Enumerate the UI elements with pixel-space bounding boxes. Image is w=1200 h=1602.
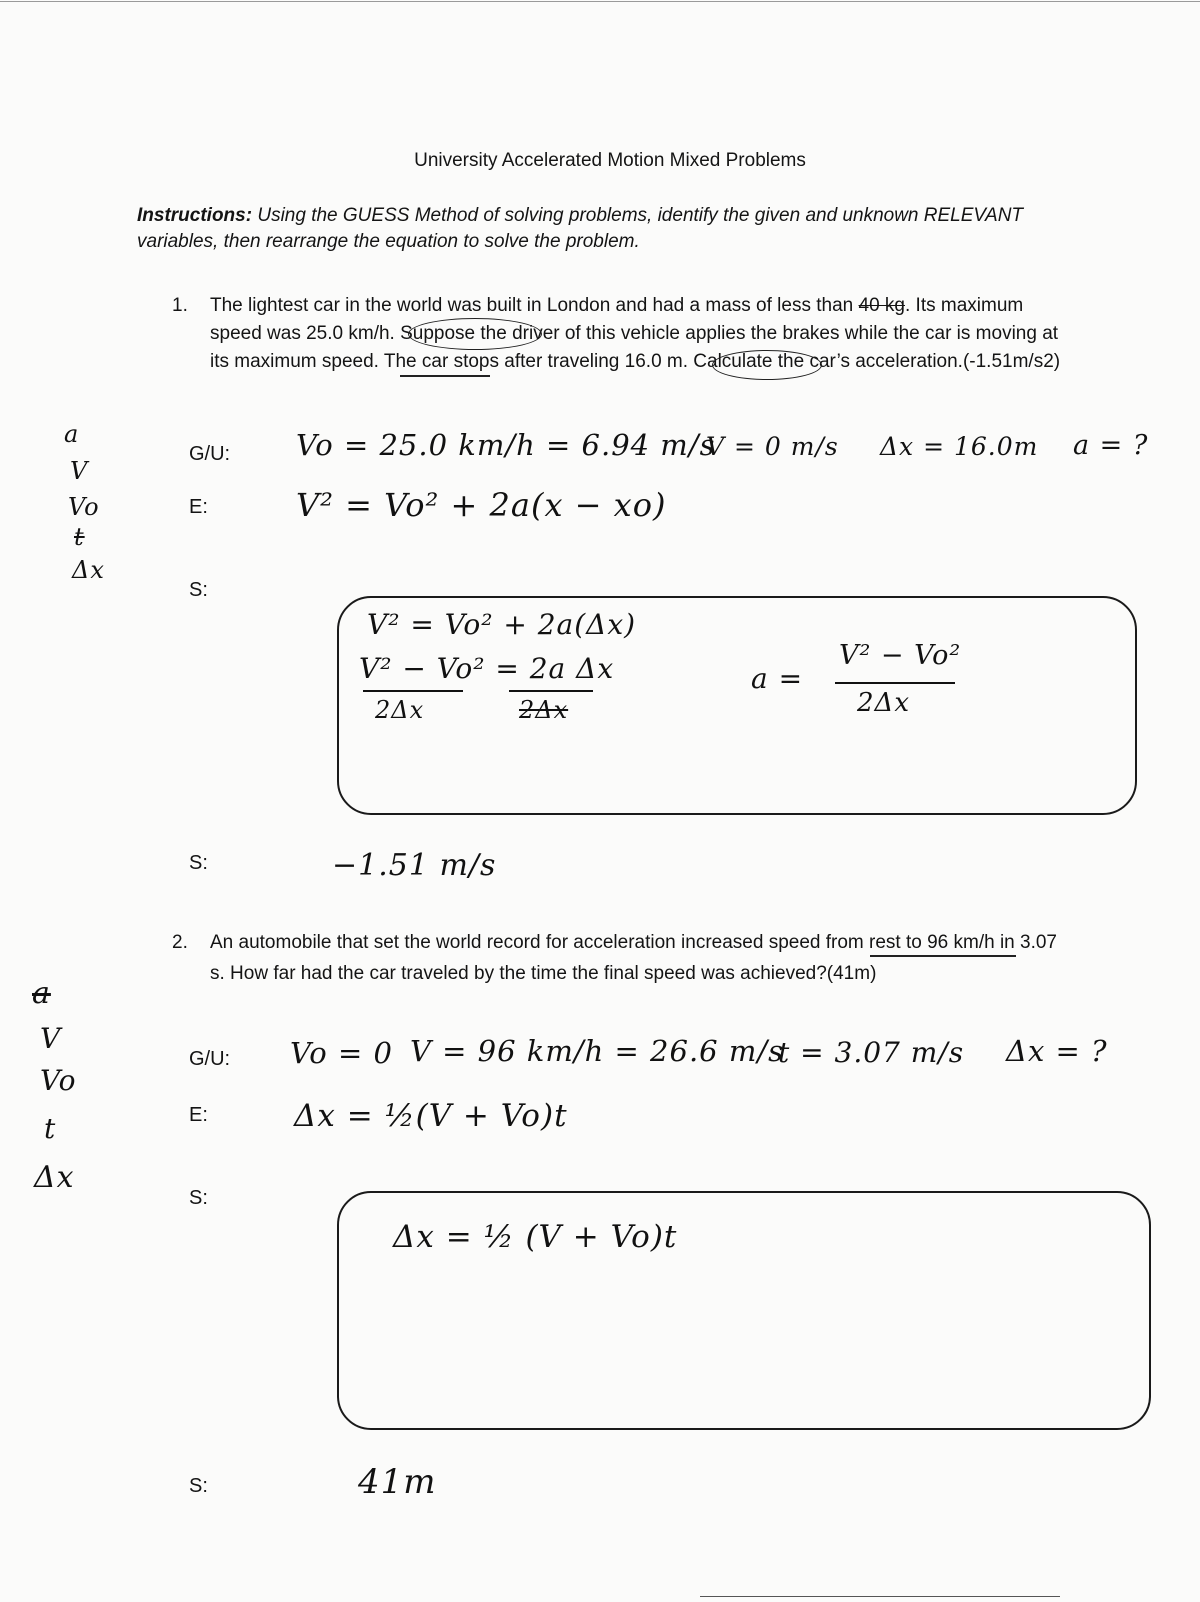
underline-annotation-1 xyxy=(400,375,490,377)
p1-solved-fraction-bar xyxy=(835,682,955,684)
p2-margin-var-dx: Δx xyxy=(34,1160,75,1195)
problem-2 xyxy=(172,927,1072,989)
p1-work-box xyxy=(337,596,1137,815)
p2-s-answer-label: S: xyxy=(189,1475,208,1497)
p1-given-vo: Vo = 25.0 km/h = 6.94 m/s xyxy=(296,428,716,462)
problem-2-text: An automobile that set the world record for acceleration increased speed from rest to 96 km/h in 3.07 s. How far had the car traveled by the time the final speed was achieved?(41m) xyxy=(210,932,1058,984)
circle-annotation-speed xyxy=(408,318,542,350)
p1-solved-numerator: V² − Vo² xyxy=(839,640,962,671)
problem-1-text xyxy=(210,292,1072,376)
p1-work-den-1: 2Δx xyxy=(375,696,425,724)
p1-work-line-1: V² = Vo² + 2a(Δx) xyxy=(367,608,637,641)
instructions-text: Using the GUESS Method of solving problems, identify the given and unknown RELEVANT variables, then rearrange the equation to solve the problem. xyxy=(137,205,1024,252)
problem-1-text-a: The lightest car in the world was built in London and had a mass of less than xyxy=(210,295,859,316)
p2-given-v: V = 96 km/h = 26.6 m/s xyxy=(410,1034,784,1068)
instructions-lead: Instructions: xyxy=(137,205,253,226)
problem-1-struck-value: 40 kg xyxy=(858,295,905,316)
p2-answer: 41m xyxy=(358,1462,437,1502)
p2-equation: Δx = ½(V + Vo)t xyxy=(294,1098,568,1134)
page-title: University Accelerated Motion Mixed Problems xyxy=(414,150,806,171)
p2-margin-var-v: V xyxy=(40,1022,62,1055)
p1-margin-var-v: V xyxy=(70,457,89,485)
circle-annotation-car-stops xyxy=(712,350,822,380)
p1-margin-var-dx: Δx xyxy=(72,556,105,584)
instructions xyxy=(137,203,1067,255)
p1-given-dx: Δx = 16.0m xyxy=(880,432,1039,461)
p2-given-vo: Vo = 0 xyxy=(290,1036,393,1070)
scan-edge-bottom xyxy=(700,1596,1060,1597)
p1-given-v: V = 0 m/s xyxy=(706,432,839,461)
p2-work-box xyxy=(337,1191,1151,1430)
p1-margin-var-t: t xyxy=(74,523,85,551)
p1-given-a: a = ? xyxy=(1073,430,1149,461)
p2-given-t: t = 3.07 m/s xyxy=(778,1036,965,1069)
p2-given-dx: Δx = ? xyxy=(1006,1034,1108,1068)
p2-margin-var-a: a xyxy=(32,976,51,1011)
p2-e-label: E: xyxy=(189,1104,208,1126)
p1-solved-denominator: 2Δx xyxy=(857,688,910,718)
p1-gu-label: G/U: xyxy=(189,443,231,465)
p1-fraction-bar-2 xyxy=(509,690,593,692)
p1-work-den-2: 2Δx xyxy=(519,696,569,724)
p2-s-label: S: xyxy=(189,1187,208,1209)
p1-fraction-bar-1 xyxy=(363,690,463,692)
p1-solved-lhs: a = xyxy=(751,662,804,695)
p2-margin-var-vo: Vo xyxy=(40,1064,77,1097)
p1-s-answer-label: S: xyxy=(189,852,208,874)
p1-answer: −1.51 m/s xyxy=(332,848,497,883)
scan-edge-top xyxy=(0,1,1200,2)
p1-s-label: S: xyxy=(189,579,208,601)
p1-margin-var-vo: Vo xyxy=(68,493,100,521)
problem-2-number: 2. xyxy=(172,932,188,953)
p1-e-label: E: xyxy=(189,496,208,518)
p2-work-line-1: Δx = ½ (V + Vo)t xyxy=(393,1219,678,1255)
p2-gu-label: G/U: xyxy=(189,1048,231,1070)
problem-1-number: 1. xyxy=(172,295,188,316)
underline-annotation-speed-from-rest xyxy=(870,955,1016,957)
p1-margin-var-a: a xyxy=(64,420,80,448)
p1-work-line-2: V² − Vo² = 2a Δx xyxy=(359,652,615,685)
problem-1 xyxy=(172,292,1072,376)
p2-margin-var-t: t xyxy=(44,1112,57,1145)
problem-1-text-b: . Its maximum speed was 25.0 km/h. Suppose the driver of this vehicle applies the brakes while the car is moving at its maximum speed. The car stops after traveling 16.0 m. Calculate the car’s acceleration.(-1.51m/s2) xyxy=(210,295,1061,372)
p1-equation: V² = Vo² + 2a(x − xo) xyxy=(296,486,667,524)
